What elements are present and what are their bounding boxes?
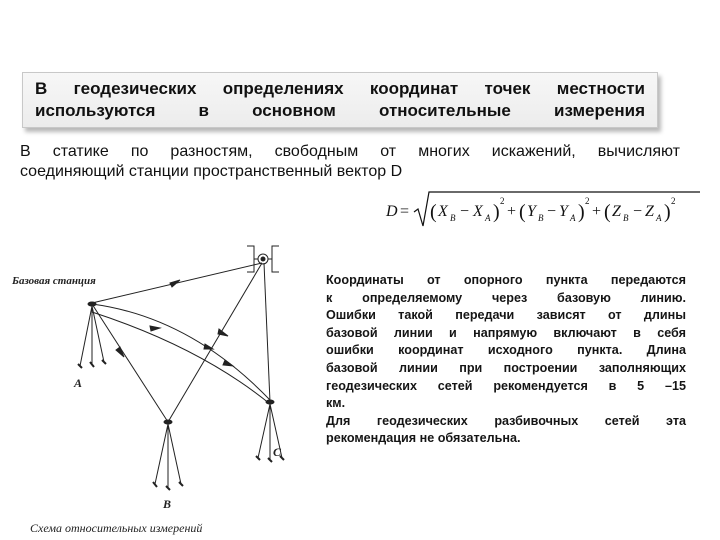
description-line: рекомендация не обязательна. xyxy=(326,431,521,446)
formula-close-z: ) xyxy=(664,201,671,223)
formula-z-b-sub: B xyxy=(623,213,629,223)
description-line: базовой линии и напрямую включают в себя xyxy=(326,325,686,340)
title-line-1: В геодезических определениях координат точек местности xyxy=(35,79,645,98)
arrow-1 xyxy=(170,280,180,287)
formula-y-b: Y xyxy=(527,203,536,220)
satellite-icon xyxy=(247,246,279,272)
formula-close-x: ) xyxy=(493,201,500,223)
formula-x-exp: 2 xyxy=(500,196,505,206)
formula-lhs: D xyxy=(386,203,398,220)
formula-x-a: X xyxy=(473,203,483,220)
formula-y-a-sub: A xyxy=(570,213,576,223)
formula-open-x: ( xyxy=(430,201,437,223)
formula-x-minus: − xyxy=(460,203,470,220)
formula-z-minus: − xyxy=(633,203,643,220)
formula-z-b: Z xyxy=(612,203,621,220)
formula-x-a-sub: A xyxy=(485,213,491,223)
description-line: ошибки координат исходного пункта. Длина xyxy=(326,343,686,358)
formula-plus-1: + xyxy=(507,203,517,220)
point-c-label: С xyxy=(273,445,282,459)
formula-x-b-sub: B xyxy=(450,213,456,223)
description-line: Координаты от опорного пункта передаются xyxy=(326,273,686,287)
formula-z-a-sub: A xyxy=(656,213,662,223)
description-text xyxy=(326,272,686,448)
arrow-5 xyxy=(223,360,233,366)
relative-measurement-diagram xyxy=(0,232,320,540)
signal-line-sat-b xyxy=(168,263,262,422)
title-line-2: используются в основном относительные измерения xyxy=(35,101,645,120)
tripod-a xyxy=(78,302,106,368)
figure-caption: Схема относительных измерений xyxy=(30,521,203,535)
formula-z-exp: 2 xyxy=(671,196,676,206)
formula-y-minus: − xyxy=(547,203,557,220)
formula-y-a: Y xyxy=(559,203,568,220)
distance-formula xyxy=(384,190,700,230)
formula-y-b-sub: B xyxy=(538,213,544,223)
description-line: базовой линии при построении заполняющих xyxy=(326,360,686,375)
arrow-4 xyxy=(150,326,160,331)
title-box xyxy=(22,72,658,128)
baseline-a-b xyxy=(92,304,168,422)
description-line: км. xyxy=(326,396,346,411)
formula-open-y: ( xyxy=(519,201,526,223)
formula-eq: = xyxy=(400,203,410,220)
point-b-label: В xyxy=(163,497,172,511)
formula-open-z: ( xyxy=(604,201,611,223)
baseline-a-c-lower xyxy=(92,312,270,404)
point-a-label: А xyxy=(74,376,83,390)
signal-line-sat-c xyxy=(264,263,270,402)
description-line: геодезических сетей рекомендуется в 5 –15 xyxy=(326,378,686,393)
tripod-b xyxy=(153,420,183,490)
description-line: Для геодезических разбивочных сетей эта xyxy=(326,413,686,428)
intro-line-1: В статике по разностям, свободным от многих искажений, вычисляют xyxy=(20,143,680,160)
formula-z-a: Z xyxy=(645,203,654,220)
formula-close-y: ) xyxy=(578,201,585,223)
intro-line-2: соединяющий станции пространственный вектор D xyxy=(20,163,403,180)
formula-plus-2: + xyxy=(592,203,602,220)
intro-text xyxy=(20,142,680,182)
description-line: к определяемому через базовую линию. xyxy=(326,290,686,305)
base-station-label: Базовая станция xyxy=(12,275,96,287)
formula-y-exp: 2 xyxy=(585,196,590,206)
description-line: Ошибки такой передачи зависят от длины xyxy=(326,308,686,323)
formula-x-b: X xyxy=(438,203,448,220)
arrow-6 xyxy=(204,344,213,349)
